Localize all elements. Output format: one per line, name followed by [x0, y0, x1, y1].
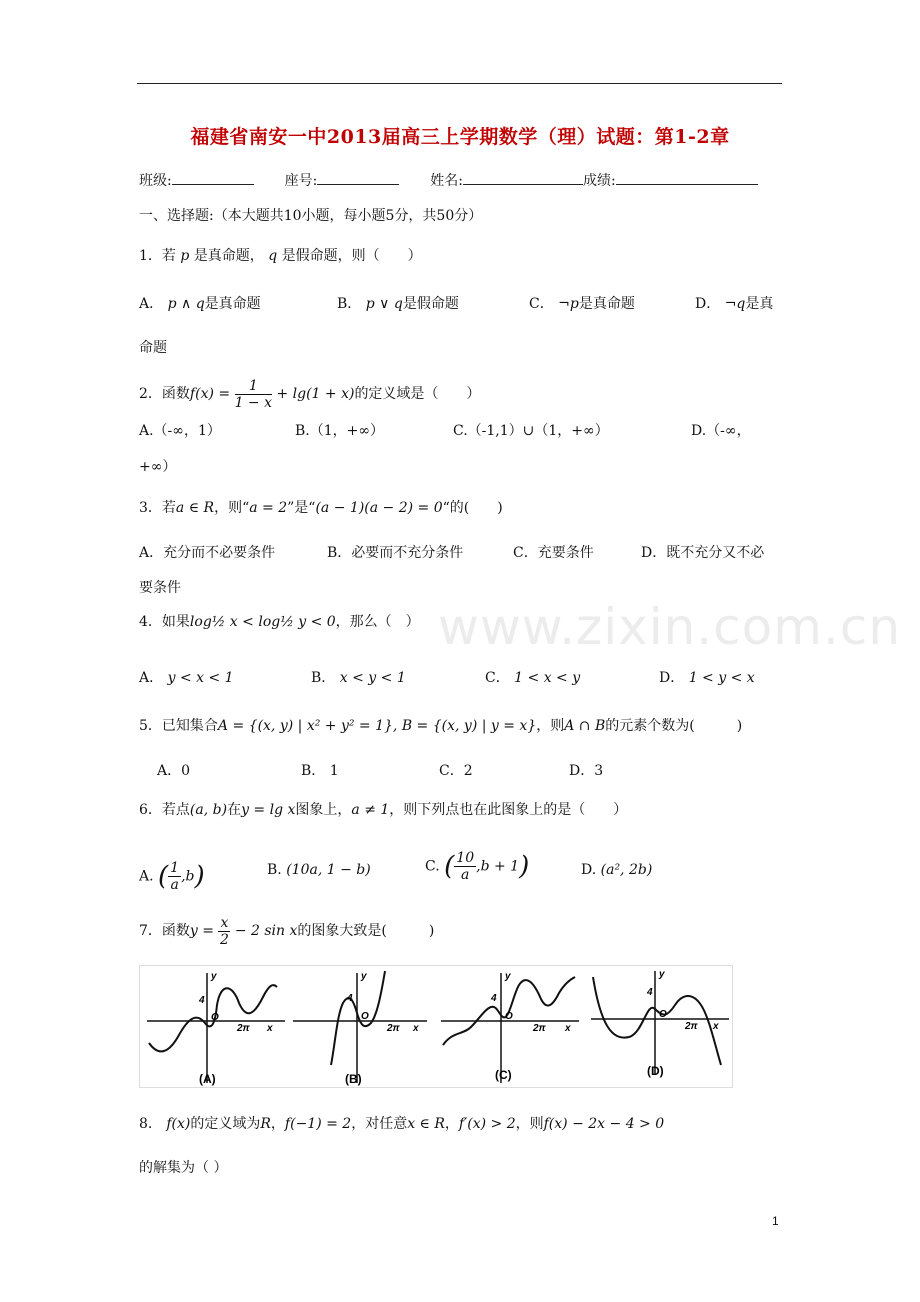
q3-stem: 3．若a ∈ R，则“a = 2”是“(a − 1)(a − 2) = 0“的( ) [139, 500, 503, 516]
graph-d[interactable] [591, 969, 729, 1078]
score-label: 成绩: [582, 173, 616, 189]
q2-option-c[interactable]: C.（-1,1）∪（1，+∞） [453, 423, 609, 439]
q3-option-d-cont: 要条件 [139, 580, 181, 596]
q4-option-b[interactable]: B． x < y < 1 [311, 670, 406, 686]
q7-stem: 7．函数y = $\frac{x}{2}$ − 2 sin x的图象大致是( ) [139, 914, 435, 948]
svg-text:y: y [505, 971, 511, 982]
svg-text:O: O [659, 1009, 667, 1020]
svg-text:4: 4 [491, 993, 497, 1004]
q3-option-a[interactable]: A．充分而不必要条件 [139, 545, 276, 561]
graph-a[interactable] [147, 971, 285, 1086]
q5-stem: 5．已知集合A = {(x, y) | x² + y² = 1}, B = {(x, y) | y = x}，则A ∩ B的元素个数为( ) [139, 718, 743, 734]
q6-option-c[interactable]: C. ( $\frac{10}{a}$ ,b + 1) [425, 850, 530, 883]
name-label: 姓名: [430, 173, 463, 189]
svg-text:O: O [361, 1011, 369, 1022]
score-blank[interactable] [616, 170, 758, 185]
graph-c[interactable] [441, 971, 579, 1083]
q6-option-d[interactable]: D. (a², 2b) [581, 862, 653, 878]
svg-text:2π: 2π [387, 1023, 400, 1034]
graph-b-label: (B) [345, 1072, 362, 1086]
watermark: www.zixin.com.cn [438, 598, 902, 656]
name-blank[interactable] [463, 170, 583, 185]
q3-option-d[interactable]: D．既不充分又不必 [641, 545, 765, 561]
section-heading: 一、选择题:（本大题共10小题，每小题5分，共50分） [139, 208, 483, 224]
svg-text:2π: 2π [685, 1021, 698, 1032]
q5-option-a[interactable]: A．0 [157, 763, 191, 779]
q4-stem: 4．如果log½ x < log½ y < 0，那么（ ） [139, 614, 420, 630]
q6c-fraction: $\frac{10}{a}$ [456, 850, 475, 883]
q2-option-d-cont: +∞） [139, 459, 177, 475]
q6-options [139, 850, 782, 893]
q2-option-b[interactable]: B.（1，+∞） [295, 423, 385, 439]
q1-option-d-cont: 命题 [139, 340, 167, 356]
svg-text:O: O [505, 1011, 513, 1022]
graph-a-label: (A) [199, 1072, 216, 1086]
q6-option-b[interactable]: B. (10a, 1 − b) [267, 862, 371, 878]
q1-stem: 1．若 p 是真命题， q 是假命题，则（ ） [139, 248, 422, 264]
exam-title: 福建省南安一中2013届高三上学期数学（理）试题：第1-2章 [190, 126, 730, 148]
q3-option-b[interactable]: B．必要而不充分条件 [327, 545, 464, 561]
q4-option-a[interactable]: A． y < x < 1 [139, 670, 234, 686]
q8-stem: 8. f(x)的定义域为R，f(−1) = 2，对任意x ∈ R，f′(x) > 2，则f(x) − 2x − 4 > 0 [139, 1116, 665, 1132]
q6a-fraction: $\frac{1}{a}$ [170, 860, 180, 893]
svg-text:x: x [413, 1023, 419, 1034]
q1-option-c[interactable]: C． ¬p是真命题 [529, 296, 635, 312]
svg-text:4: 4 [647, 987, 653, 998]
q2-option-d[interactable]: D.（-∞， [691, 423, 751, 439]
graph-a-o: O [211, 1012, 219, 1023]
q2-option-a[interactable]: A.（-∞，1） [139, 423, 221, 439]
q2-stem: 2．函数f(x) = $\frac{1}{1 - x}$ + lg(1 + x)的定义域是（ ） [139, 377, 481, 411]
class-blank[interactable] [172, 170, 254, 185]
q1-option-d[interactable]: D． ¬q是真 [695, 296, 774, 312]
class-label: 班级: [139, 173, 172, 189]
q2-fraction: $\frac{1}{1 - x}$ [234, 377, 272, 411]
graph-b[interactable] [293, 971, 427, 1086]
q6-stem: 6．若点(a, b)在y = lg x图象上，a ≠ 1，则下列点也在此图象上的是（ ） [139, 802, 628, 818]
header-rule [137, 83, 782, 84]
q5-option-d[interactable]: D．3 [569, 763, 604, 779]
q8-stem-cont: 的解集为（ ） [139, 1160, 228, 1176]
svg-text:2π: 2π [533, 1023, 546, 1034]
q5-option-b[interactable]: B． 1 [301, 763, 339, 779]
seat-blank[interactable] [317, 170, 399, 185]
q3-option-c[interactable]: C．充要条件 [513, 545, 594, 561]
page-number: 1 [772, 1214, 779, 1228]
svg-text:y: y [361, 971, 367, 982]
q6-option-a[interactable]: A. ( $\frac{1}{a}$ ,b) [139, 860, 205, 893]
q7-graph-options [139, 965, 733, 1088]
q4-option-d[interactable]: D． 1 < y < x [659, 670, 755, 686]
graph-a-x: x [267, 1023, 273, 1034]
q1-option-b[interactable]: B． p ∨ q是假命题 [337, 296, 459, 312]
graph-a-4: 4 [199, 995, 205, 1006]
graph-a-y: y [211, 971, 217, 982]
q1-option-a[interactable]: A． p ∧ q是真命题 [139, 296, 261, 312]
svg-text:4: 4 [347, 993, 353, 1004]
student-info-row [139, 170, 758, 191]
svg-text:x: x [713, 1021, 719, 1032]
svg-text:y: y [659, 969, 665, 980]
graph-a-2pi: 2π [237, 1023, 250, 1034]
seat-label: 座号: [284, 173, 318, 189]
graph-d-label: (D) [647, 1064, 664, 1078]
svg-text:x: x [565, 1023, 571, 1034]
graphs-frame [140, 966, 733, 1088]
graph-c-label: (C) [495, 1068, 512, 1082]
q4-option-c[interactable]: C． 1 < x < y [485, 670, 581, 686]
q7-fraction: $\frac{x}{2}$ [219, 914, 229, 948]
q5-option-c[interactable]: C．2 [439, 763, 473, 779]
